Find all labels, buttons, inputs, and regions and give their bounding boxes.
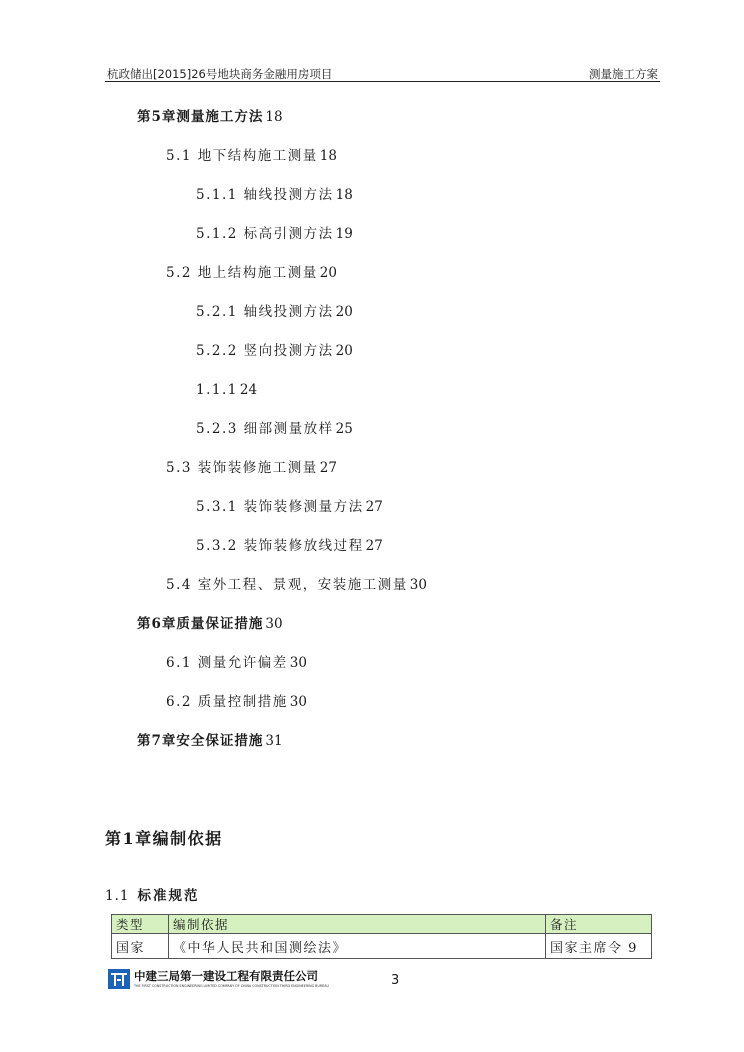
toc-entry-page: 30 bbox=[409, 577, 427, 593]
toc-entry-label: 5.3.1 装饰装修测量方法 bbox=[196, 499, 364, 515]
toc-entry[interactable] bbox=[196, 187, 353, 203]
toc-entry-page: 20 bbox=[319, 265, 337, 281]
toc-entry-page: 31 bbox=[265, 733, 283, 749]
footer-company-english: THE FIRST CONSTRUCTION ENGINEERING LIMITED COMPANY OF CHINA CONSTRUCTION THIRD ENGINEERING BUREAU bbox=[134, 984, 329, 988]
page-number: 3 bbox=[391, 973, 400, 988]
toc-entry[interactable] bbox=[196, 421, 353, 437]
toc-entry-label: 1.1.1 bbox=[196, 382, 238, 398]
section-title: 标准规范 bbox=[137, 888, 200, 904]
toc-entry-label: 5.3 装饰装修施工测量 bbox=[166, 460, 318, 476]
document-title: 测量施工方案 bbox=[589, 67, 658, 81]
toc-entry-label: 5.3.2 装饰装修放线过程 bbox=[196, 538, 364, 554]
toc-entry[interactable] bbox=[166, 460, 337, 476]
chapter-heading: 第1章编制依据 bbox=[105, 829, 223, 848]
table-cell-type: 国家 bbox=[112, 934, 169, 959]
toc-entry-label: 6.2 质量控制措施 bbox=[166, 694, 288, 710]
toc-entry[interactable] bbox=[137, 616, 283, 632]
toc-entry[interactable] bbox=[196, 499, 383, 515]
toc-entry-label: 5.2.1 轴线投测方法 bbox=[196, 304, 334, 320]
basis-table bbox=[111, 914, 652, 959]
table-header-remark: 备注 bbox=[546, 915, 652, 934]
project-title: 杭政储出[2015]26号地块商务金融用房项目 bbox=[107, 67, 333, 81]
table-header-type: 类型 bbox=[112, 915, 169, 934]
toc-entry-page: 18 bbox=[265, 109, 283, 125]
toc-entry-page: 18 bbox=[319, 148, 337, 164]
page-header bbox=[105, 65, 660, 82]
toc-entry-label: 5.1 地下结构施工测量 bbox=[166, 148, 318, 164]
toc-entry-label: 5.1.2 标高引测方法 bbox=[196, 226, 334, 242]
toc-entry-page: 27 bbox=[365, 499, 383, 515]
toc-entry-page: 25 bbox=[335, 421, 353, 437]
table-cell-remark: 国家主席令 9 bbox=[546, 934, 652, 959]
toc-entry[interactable] bbox=[166, 148, 337, 164]
section-number: 1.1 bbox=[105, 888, 130, 904]
toc-entry-label: 5.2.2 竖向投测方法 bbox=[196, 343, 334, 359]
toc-entry[interactable] bbox=[196, 538, 383, 554]
table-row bbox=[112, 934, 652, 959]
toc-entry-label: 第7章安全保证措施 bbox=[137, 733, 264, 749]
section-heading bbox=[105, 884, 199, 904]
toc-entry[interactable] bbox=[196, 343, 353, 359]
toc-entry-page: 18 bbox=[335, 187, 353, 203]
toc-entry[interactable] bbox=[137, 733, 283, 749]
toc-entry-page: 20 bbox=[335, 304, 353, 320]
table-cell-basis: 《中华人民共和国测绘法》 bbox=[169, 934, 546, 959]
toc-entry-page: 20 bbox=[335, 343, 353, 359]
toc-entry[interactable] bbox=[196, 382, 257, 398]
toc-entry-page: 30 bbox=[265, 616, 283, 632]
toc-entry-label: 第6章质量保证措施 bbox=[137, 616, 264, 632]
toc-entry-page: 30 bbox=[289, 694, 307, 710]
toc-entry-label: 5.2 地上结构施工测量 bbox=[166, 265, 318, 281]
table-header-basis: 编制依据 bbox=[169, 915, 546, 934]
table-header-row bbox=[112, 915, 652, 934]
toc-entry-label: 5.2.3 细部测量放样 bbox=[196, 421, 334, 437]
toc-entry-page: 30 bbox=[289, 655, 307, 671]
company-logo-icon bbox=[108, 969, 130, 989]
toc-entry-label: 第5章测量施工方法 bbox=[137, 109, 264, 125]
toc-entry-page: 24 bbox=[239, 382, 258, 398]
toc-entry-label: 5.4 室外工程、景观，安装施工测量 bbox=[166, 577, 408, 593]
toc-entry[interactable] bbox=[137, 109, 283, 125]
footer-company-name: 中建三局第一建设工程有限责任公司 bbox=[134, 969, 318, 983]
toc-entry[interactable] bbox=[166, 694, 307, 710]
toc-entry-page: 27 bbox=[365, 538, 383, 554]
toc-entry-page: 27 bbox=[319, 460, 337, 476]
toc-entry-label: 5.1.1 轴线投测方法 bbox=[196, 187, 334, 203]
toc-entry[interactable] bbox=[166, 577, 427, 593]
toc-entry[interactable] bbox=[166, 265, 337, 281]
toc-entry[interactable] bbox=[166, 655, 307, 671]
toc-entry-label: 6.1 测量允许偏差 bbox=[166, 655, 288, 671]
toc-entry[interactable] bbox=[196, 304, 353, 320]
toc-entry[interactable] bbox=[196, 226, 353, 242]
toc-entry-page: 19 bbox=[335, 226, 353, 242]
